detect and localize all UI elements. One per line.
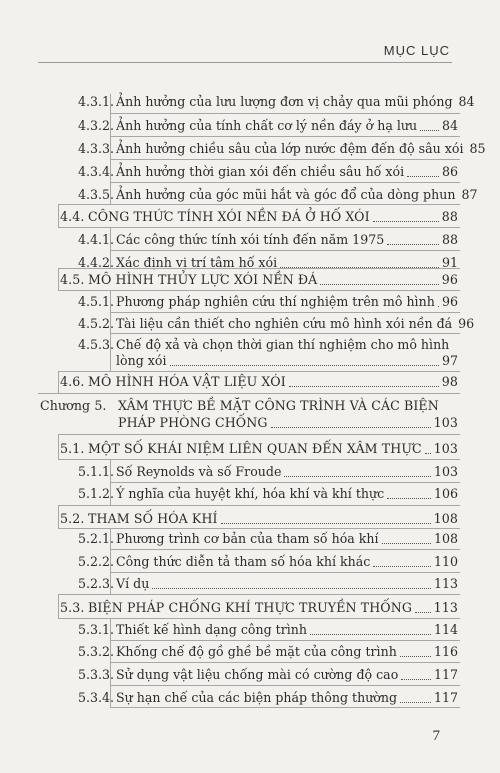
entry-page: 113	[433, 600, 458, 615]
toc-entry-5-3-2[interactable]	[78, 644, 458, 660]
row-underline	[110, 640, 460, 641]
leader-dots	[373, 566, 431, 567]
entry-number: 5.2.	[60, 511, 85, 526]
row-underline	[58, 618, 460, 619]
toc-entry-5-1[interactable]	[60, 441, 458, 457]
column-rule	[110, 290, 111, 371]
row-underline	[58, 290, 460, 291]
column-rule	[58, 594, 59, 618]
leader-dots	[382, 543, 431, 544]
leader-dots	[310, 634, 431, 635]
row-underline	[110, 333, 460, 334]
entry-number: 5.3.1.	[78, 622, 115, 637]
toc-entry-4-5-1[interactable]	[78, 294, 458, 310]
toc-entry-5-3-1[interactable]	[78, 622, 458, 638]
entry-number: 5.2.1.	[78, 531, 115, 546]
entry-page: 87	[461, 187, 478, 202]
entry-title: MÔ HÌNH HÓA VẬT LIỆU XÓI	[88, 374, 286, 389]
column-rule	[110, 528, 111, 594]
entry-number: 5.3.	[60, 600, 85, 615]
entry-title: Ảnh hưởng chiều sâu của lớp nước đệm đến độ sâu xói	[116, 141, 464, 156]
toc-entry-4-4[interactable]	[60, 209, 458, 225]
entry-number: 4.5.1.	[78, 294, 115, 309]
entry-page: 86	[441, 164, 458, 179]
leader-dots	[415, 612, 431, 613]
toc-entry-5-3-4[interactable]	[78, 690, 458, 706]
entry-page: 117	[433, 690, 458, 705]
leader-dots	[170, 365, 439, 366]
entry-page: 96	[441, 294, 458, 309]
entry-page: 108	[433, 531, 458, 546]
entry-number: 5.1.1.	[78, 464, 115, 479]
entry-title: Xác định vị trí tâm hố xói	[116, 255, 278, 270]
entry-title: Ảnh hưởng thời gian xói đến chiều sâu hố xói	[116, 164, 405, 179]
row-underline	[58, 204, 460, 205]
entry-title: Ảnh hưởng của góc mũi hắt và góc đổ của dòng phun	[116, 187, 456, 202]
entry-page: 91	[441, 255, 458, 270]
leader-dots	[438, 306, 439, 307]
toc-entry-5-1-1[interactable]	[78, 464, 458, 480]
entry-number: 4.3.4.	[78, 164, 115, 179]
row-underline	[110, 572, 460, 573]
leader-dots	[387, 498, 431, 499]
column-rule	[58, 434, 59, 459]
entry-title: Khống chế độ gồ ghề bề mặt của công trình	[116, 644, 397, 659]
entry-page: 114	[433, 622, 458, 637]
entry-number: 5.2.3.	[78, 576, 115, 591]
entry-title: Tài liệu cần thiết cho nghiên cứu mô hình xói nền đá	[116, 316, 453, 331]
row-underline	[110, 549, 460, 550]
entry-page: 98	[441, 374, 458, 389]
row-underline	[38, 393, 460, 394]
entry-title-line2: lòng xói	[116, 353, 167, 368]
column-rule	[110, 618, 111, 707]
row-underline	[110, 250, 460, 251]
toc-entry-5-2-2[interactable]	[78, 554, 458, 570]
column-rule	[58, 204, 59, 227]
entry-page: 103	[433, 415, 458, 430]
leader-dots	[420, 130, 439, 131]
entry-page: 113	[433, 576, 458, 591]
entry-number: 4.5.2.	[78, 316, 115, 331]
entry-page: 88	[441, 209, 458, 224]
entry-number: 5.1.	[60, 441, 85, 456]
toc-entry-5-1-2[interactable]	[78, 486, 458, 502]
entry-page: 84	[458, 94, 475, 109]
row-underline	[58, 268, 460, 269]
entry-title: CÔNG THỨC TÍNH XÓI NỀN ĐÁ Ở HỐ XÓI	[88, 209, 370, 224]
toc-entry-chapter-5[interactable]	[40, 398, 439, 414]
entry-number: 4.3.3.	[78, 141, 115, 156]
column-rule	[110, 459, 111, 505]
leader-dots	[401, 679, 431, 680]
entry-title: Ảnh hưởng của tính chất cơ lý nền đáy ở hạ lưu	[116, 118, 418, 133]
entry-title: Ý nghĩa của huyệt khí, hóa khí và khí thực	[116, 486, 385, 501]
toc-entry-4-3-5[interactable]	[78, 187, 478, 203]
toc-entry-4-3-2[interactable]	[78, 118, 458, 134]
row-underline	[58, 434, 460, 435]
entry-number: 4.4.1.	[78, 232, 115, 247]
entry-number: 4.3.5.	[78, 187, 115, 202]
entry-title: Phương pháp nghiên cứu thí nghiệm trên mô hình	[116, 294, 435, 309]
entry-title: Các công thức tính xói tính đến năm 1975	[116, 232, 385, 247]
row-underline	[58, 505, 460, 506]
toc-entry-4-3-3[interactable]	[78, 141, 486, 157]
entry-title: Số Reynolds và số Froude	[116, 464, 282, 479]
row-underline	[110, 136, 460, 137]
toc-entry-5-2-3[interactable]	[78, 576, 458, 592]
row-underline	[58, 528, 460, 529]
row-underline	[110, 685, 460, 686]
row-underline	[58, 594, 460, 595]
toc-entry-4-3-4[interactable]	[78, 164, 458, 180]
entry-number: 5.1.2.	[78, 486, 115, 501]
entry-page: 117	[433, 667, 458, 682]
row-underline	[58, 227, 460, 228]
entry-page: 103	[433, 464, 458, 479]
running-header: MỤC LỤC	[383, 43, 450, 58]
entry-title-line2: PHÁP PHÒNG CHỐNG	[118, 415, 268, 430]
entry-page: 108	[433, 511, 458, 526]
entry-page: 110	[433, 554, 458, 569]
toc-entry-5-3-3[interactable]	[78, 667, 458, 683]
column-rule	[58, 505, 59, 528]
row-underline	[110, 182, 460, 183]
toc-entry-4-4-1[interactable]	[78, 232, 458, 248]
row-underline	[110, 482, 460, 483]
page-number: 7	[432, 728, 440, 744]
entry-number: 4.5.	[60, 272, 85, 287]
entry-page: 85	[469, 141, 486, 156]
entry-title: THAM SỐ HÓA KHÍ	[88, 511, 218, 526]
leader-dots	[373, 221, 439, 222]
leader-dots	[289, 386, 439, 387]
entry-title: Sự hạn chế của các biện pháp thông thường	[116, 690, 398, 705]
entry-page: 106	[433, 486, 458, 501]
column-rule	[58, 268, 59, 290]
leader-dots	[400, 702, 431, 703]
leader-dots	[320, 284, 438, 285]
entry-page: 103	[433, 441, 458, 456]
entry-number: 4.6.	[60, 374, 85, 389]
entry-title: BIỆN PHÁP CHỐNG KHÍ THỰC TRUYỀN THỐNG	[88, 600, 413, 615]
entry-page: 97	[441, 353, 458, 368]
row-underline	[58, 459, 460, 460]
leader-dots	[221, 523, 431, 524]
leader-dots	[425, 453, 431, 454]
entry-number: 4.4.	[60, 209, 85, 224]
entry-title: Ví dụ	[116, 576, 150, 591]
column-rule	[110, 227, 111, 268]
row-underline	[110, 662, 460, 663]
row-underline	[110, 312, 460, 313]
entry-number: 5.2.2.	[78, 554, 115, 569]
entry-number: 4.5.3.	[78, 337, 115, 352]
entry-title: Sử dụng vật liệu chống mài có cường độ cao	[116, 667, 399, 682]
entry-page: 116	[433, 644, 458, 659]
entry-number: 4.3.1.	[78, 94, 115, 109]
entry-number: Chương 5.	[40, 398, 107, 413]
entry-title: Công thức diễn tả tham số hóa khí khác	[116, 554, 371, 569]
row-underline	[58, 371, 460, 372]
leader-dots	[407, 176, 439, 177]
leader-dots	[271, 427, 431, 428]
entry-title: MÔ HÌNH THỦY LỰC XÓI NỀN ĐÁ	[88, 272, 318, 287]
toc-entry-4-5-3[interactable]	[78, 337, 449, 353]
entry-number: 5.3.2.	[78, 644, 115, 659]
entry-page: 88	[441, 232, 458, 247]
entry-title-line1: Chế độ xả và chọn thời gian thí nghiệm cho mô hình	[116, 337, 450, 352]
entry-page: 96	[458, 316, 475, 331]
leader-dots	[152, 588, 431, 589]
toc-entry-4-5-2[interactable]	[78, 316, 475, 332]
row-underline	[110, 159, 460, 160]
toc-entry-4-5[interactable]	[60, 272, 458, 288]
row-underline	[110, 113, 460, 114]
leader-dots	[400, 656, 431, 657]
row-underline	[110, 707, 460, 708]
entry-number: 4.3.2.	[78, 118, 115, 133]
entry-number: 5.3.3.	[78, 667, 115, 682]
column-rule	[110, 94, 111, 204]
entry-page: 84	[441, 118, 458, 133]
toc-entry-4-6[interactable]	[60, 374, 458, 390]
entry-title: MỘT SỐ KHÁI NIỆM LIÊN QUAN ĐẾN XÂM THỰC	[88, 441, 422, 456]
toc-entry-chapter-5-cont[interactable]	[118, 415, 458, 431]
leader-dots	[284, 476, 431, 477]
toc-entry-4-3-1[interactable]	[78, 94, 475, 110]
leader-dots	[387, 244, 439, 245]
entry-title: Ảnh hưởng của lưu lượng đơn vị chảy qua mũi phóng	[116, 94, 453, 109]
toc-entry-5-3[interactable]	[60, 600, 458, 616]
entry-number: 4.4.2.	[78, 255, 115, 270]
column-rule	[58, 371, 59, 393]
entry-number: 5.3.4.	[78, 690, 115, 705]
entry-title-line1: XÂM THỰC BỀ MẶT CÔNG TRÌNH VÀ CÁC BIỆN	[118, 398, 439, 413]
entry-title: Thiết kế hình dạng công trình	[116, 622, 307, 637]
toc-entry-4-5-3-cont[interactable]	[116, 353, 458, 369]
entry-page: 96	[441, 272, 458, 287]
toc-entry-5-2-1[interactable]	[78, 531, 458, 547]
entry-title: Phương trình cơ bản của tham số hóa khí	[116, 531, 379, 546]
toc-entry-5-2[interactable]	[60, 511, 458, 527]
